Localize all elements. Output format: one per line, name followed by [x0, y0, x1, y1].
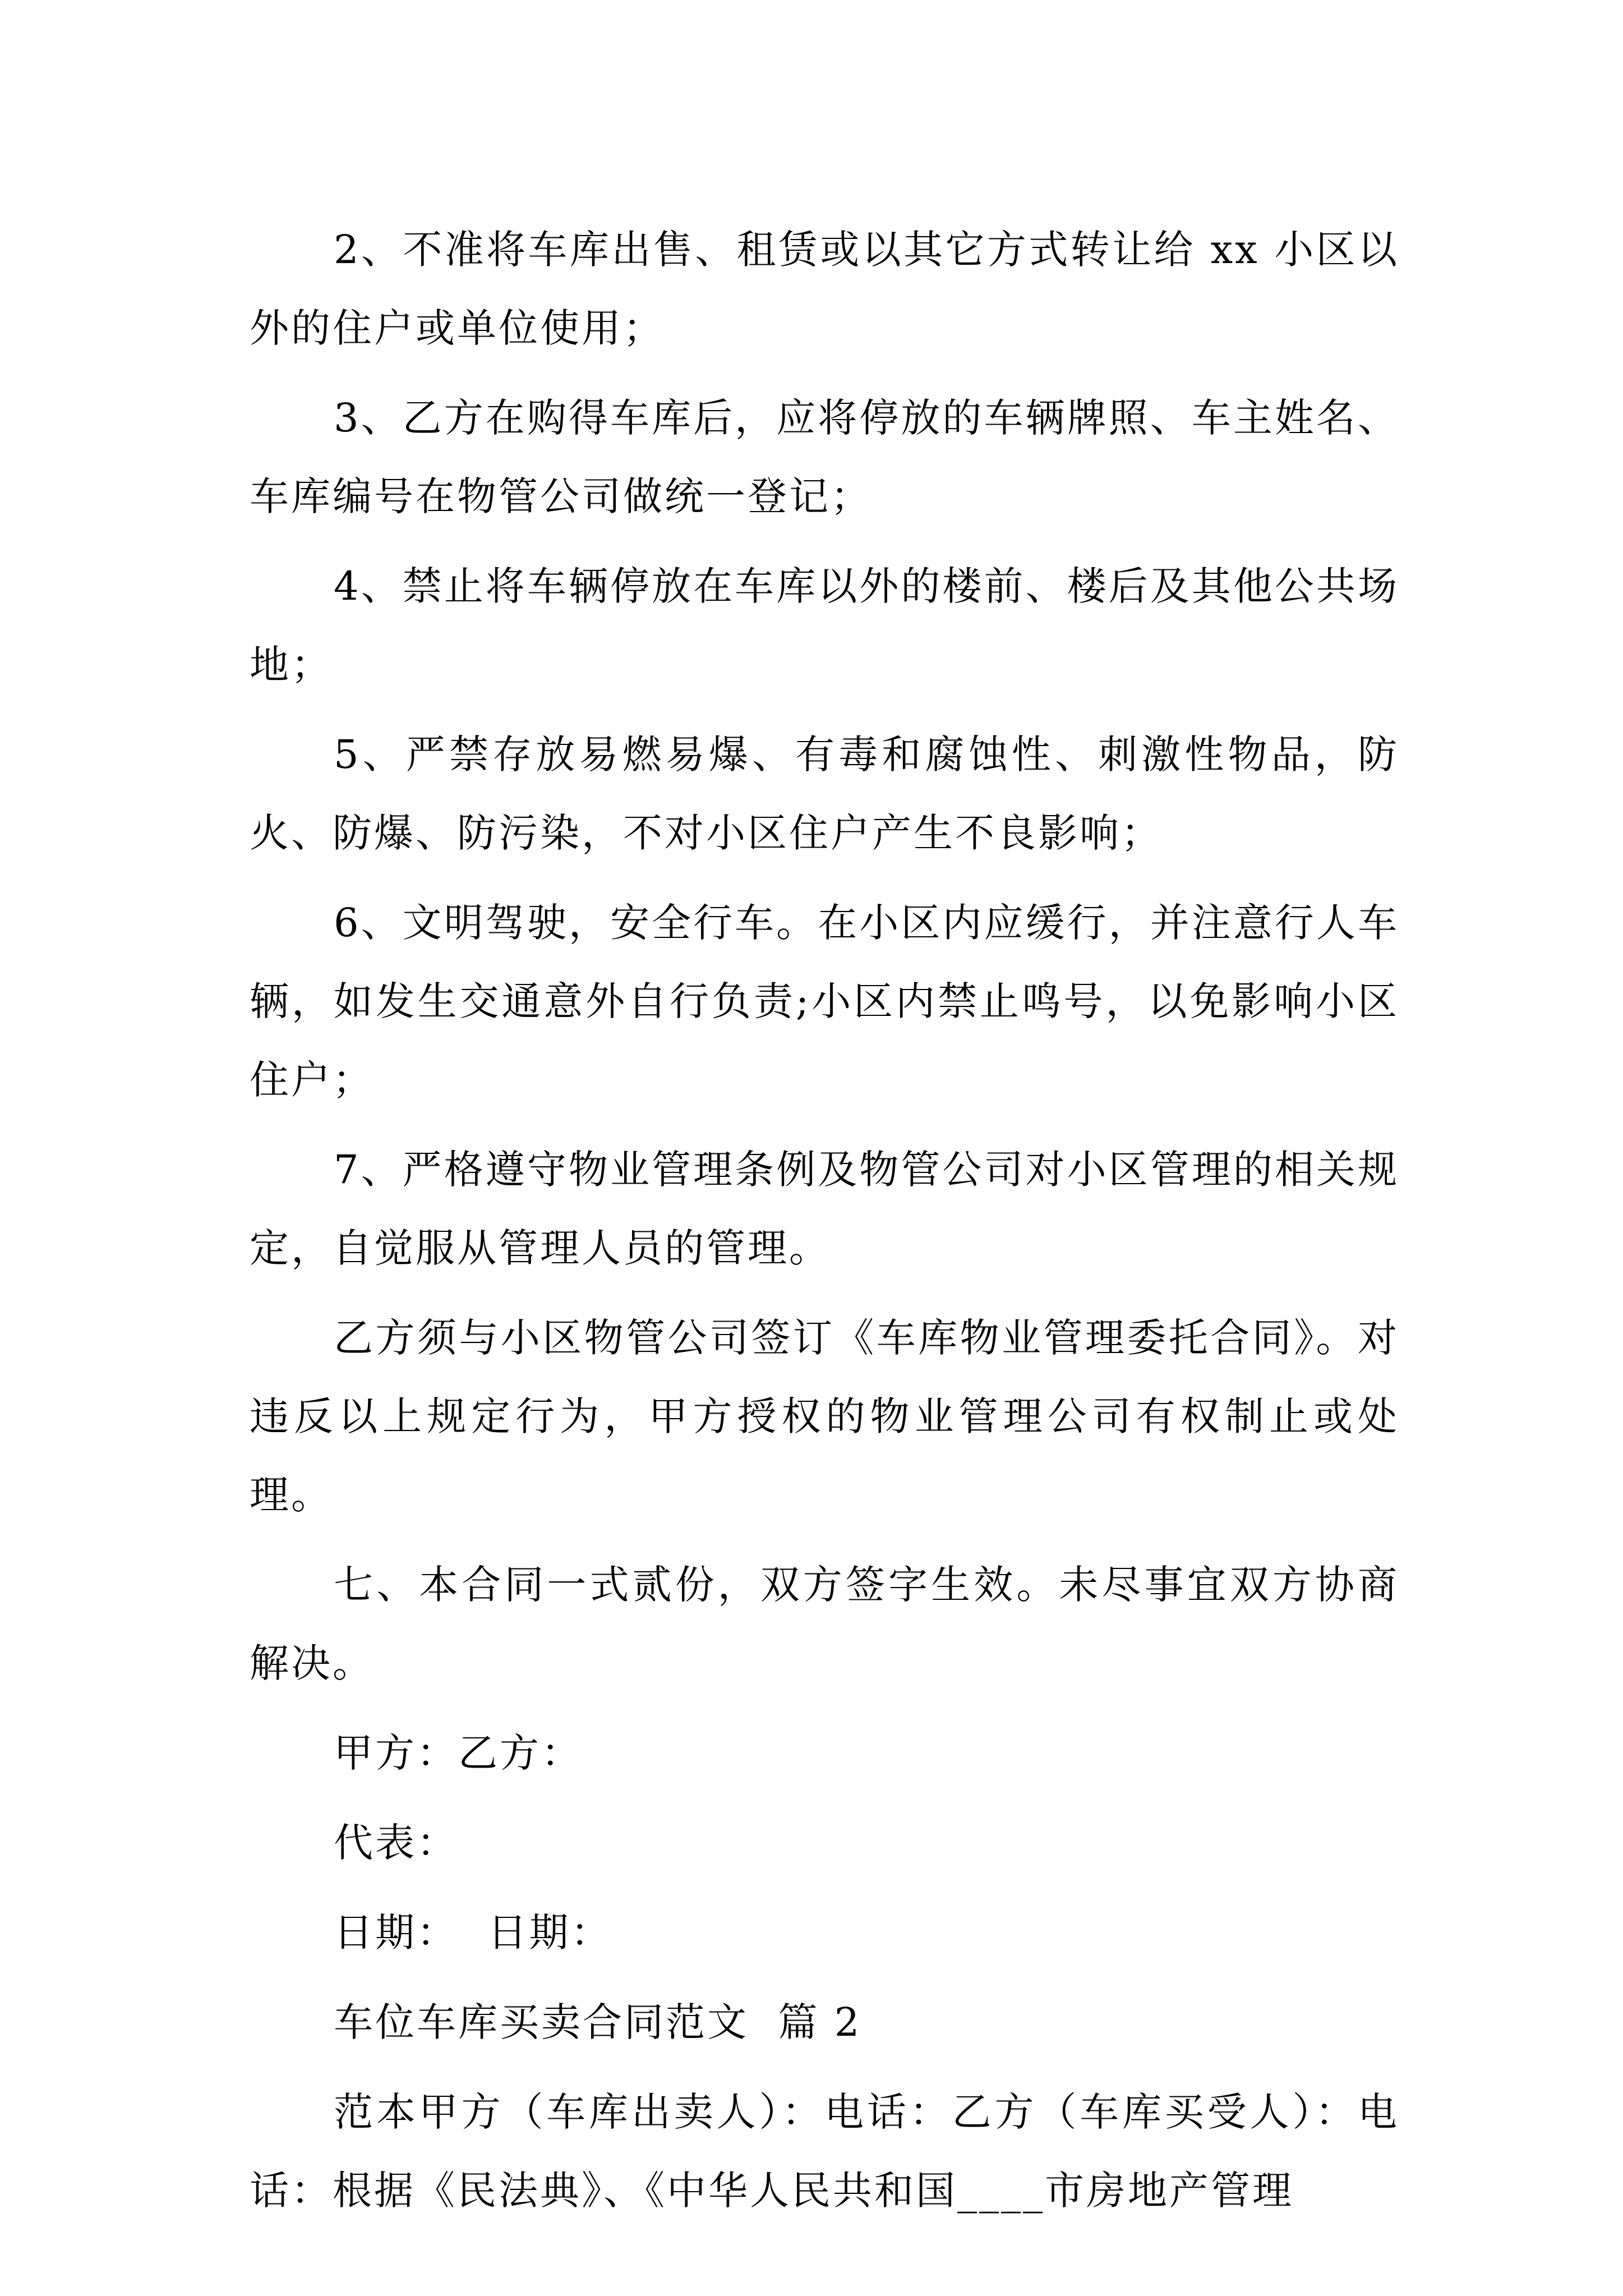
- clause-2-paragraph: 2、不准将车库出售、租赁或以其它方式转让给 xx 小区以外的住户或单位使用；: [250, 227, 1399, 351]
- clause-4-paragraph: 4、禁止将车辆停放在车库以外的楼前、楼后及其他公共场地；: [250, 563, 1399, 688]
- clause-7-paragraph: 7、严格遵守物业管理条例及物管公司对小区管理的相关规定，自觉服从管理人员的管理。: [250, 1147, 1399, 1271]
- document-page: [250, 210, 1399, 2230]
- date-line: 日期： 日期：: [334, 1910, 612, 1955]
- clause-3-paragraph: 3、乙方在购得车库后，应将停放的车辆牌照、车主姓名、车库编号在物管公司做统一登记；: [250, 395, 1399, 519]
- template-intro-paragraph: 范本甲方（车库出卖人）：电话：乙方（车库买受人）：电话：根据《民法典》、《中华人民共和国____市房地产管理: [250, 2089, 1399, 2214]
- section-seven-paragraph: 七、本合同一式贰份，双方签字生效。未尽事宜双方协商解决。: [250, 1562, 1399, 1686]
- party-signature-line: 甲方：乙方：: [334, 1730, 583, 1776]
- representative-line: 代表：: [334, 1820, 458, 1866]
- management-contract-paragraph: 乙方须与小区物管公司签订《车库物业管理委托合同》。对违反以上规定行为，甲方授权的物业管理公司有权制止或处理。: [250, 1315, 1399, 1518]
- section-heading: 车位车库买卖合同范文 篇 2: [334, 1999, 862, 2045]
- clause-6-paragraph: 6、文明驾驶，安全行车。在小区内应缓行，并注意行人车辆，如发生交通意外自行负责;小区内禁止鸣号，以免影响小区住户；: [250, 900, 1399, 1103]
- clause-5-paragraph: 5、严禁存放易燃易爆、有毒和腐蚀性、刺激性物品，防火、防爆、防污染，不对小区住户产生不良影响；: [250, 731, 1399, 856]
